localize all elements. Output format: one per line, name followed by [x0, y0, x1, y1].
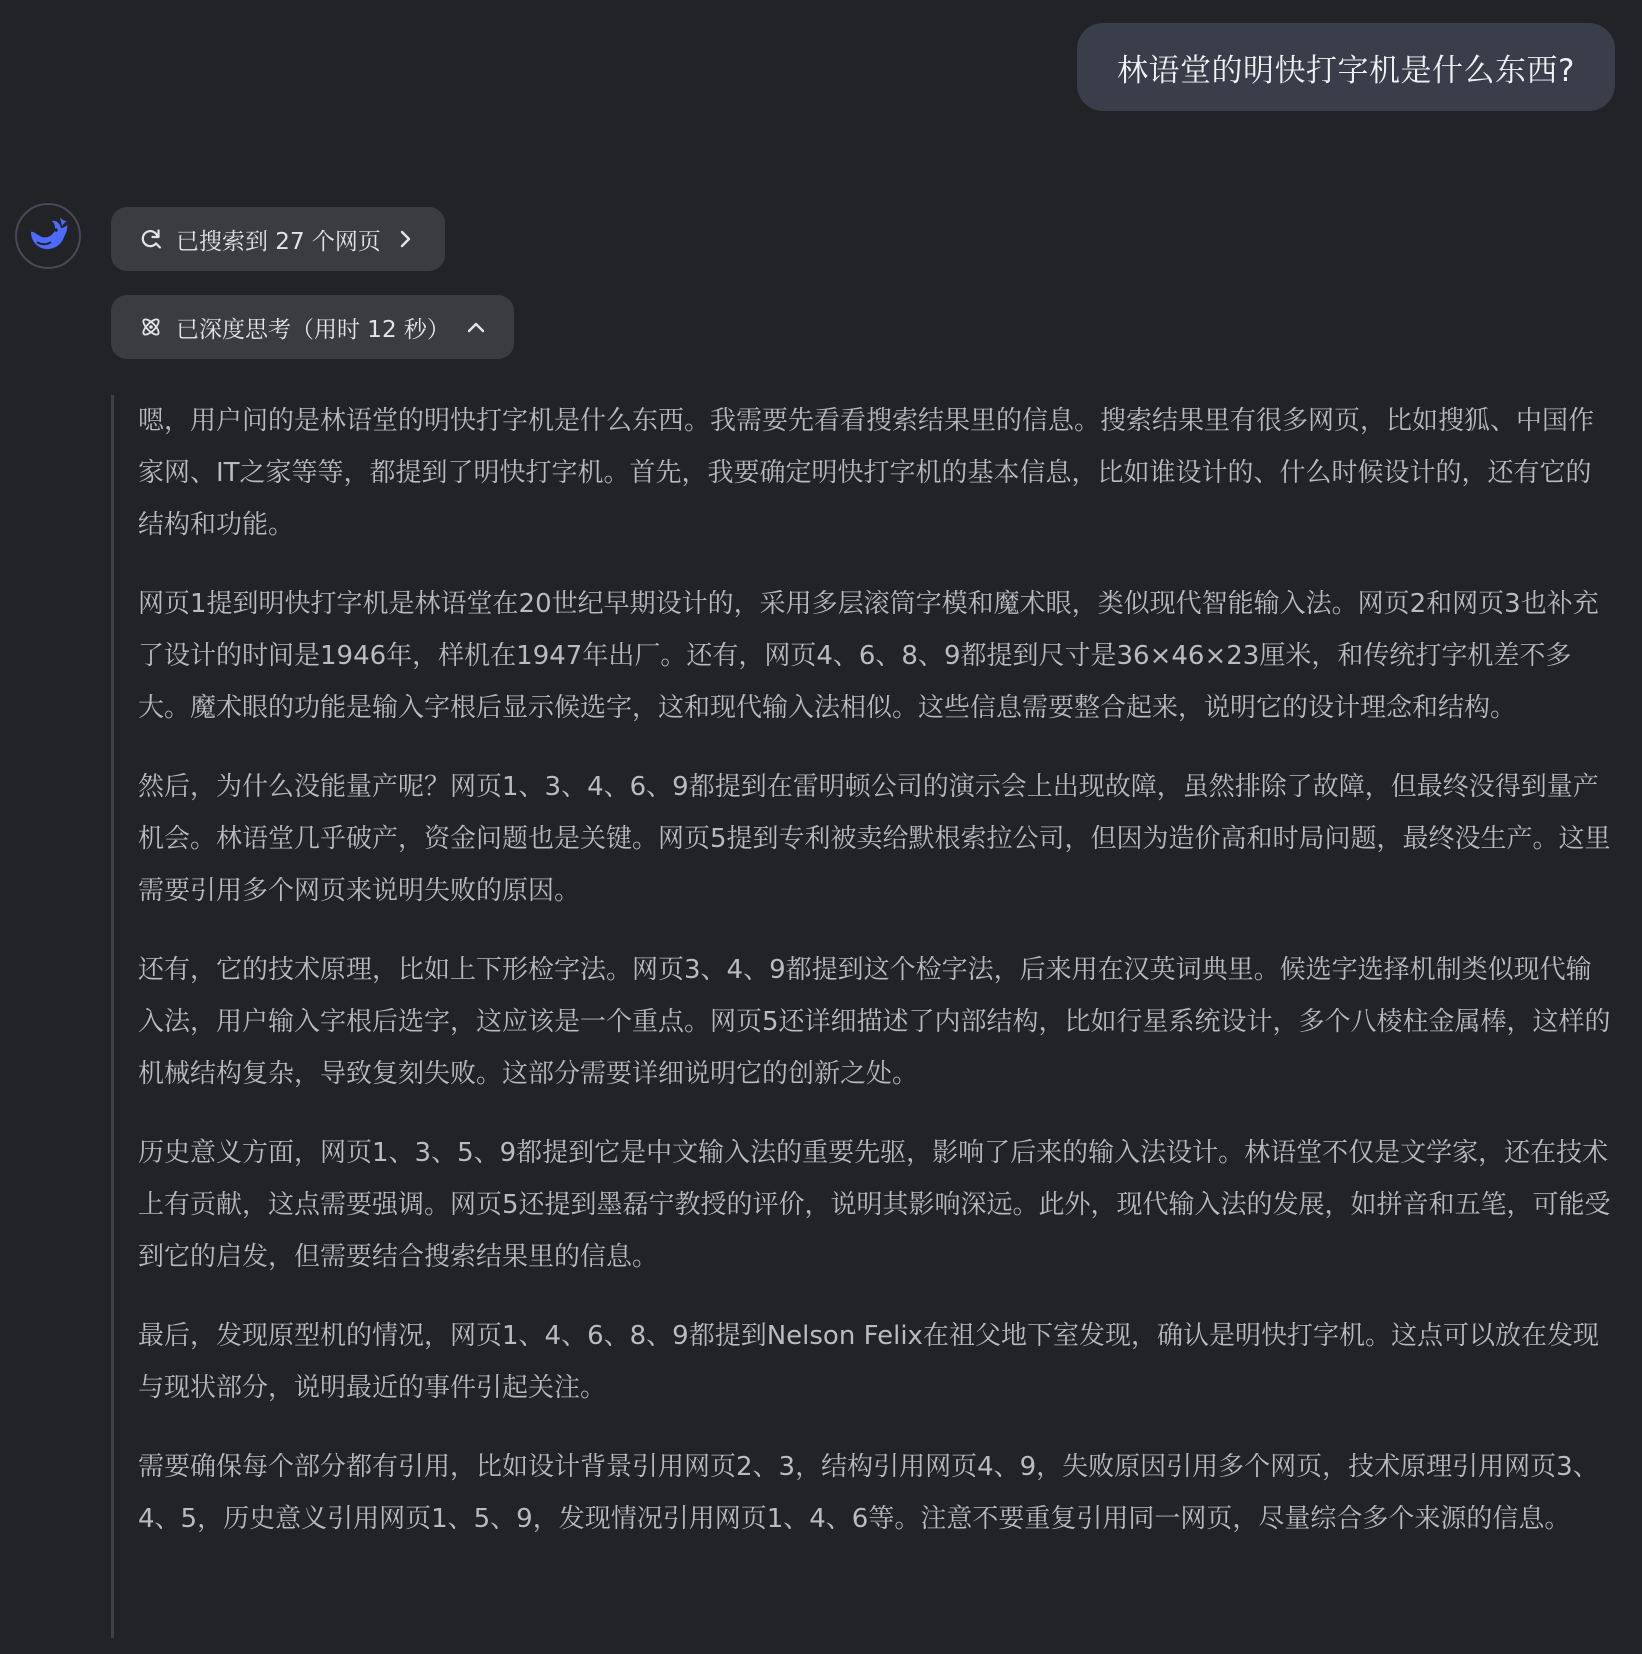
thinking-paragraph: 还有，它的技术原理，比如上下形检字法。网页3、4、9都提到这个检字法，后来用在汉英词典里。候选字选择机制类似现代输入法，用户输入字根后选字，这应该是一个重点。网页5还详细描述了内部结构，比如行星系统设计，多个八棱柱金属棒，这样的机械结构复杂，导致复刻失败。这部分需要详细说明它的创新之处。 [138, 955, 1611, 1089]
thinking-paragraph: 嗯，用户问的是林语堂的明快打字机是什么东西。我需要先看看搜索结果里的信息。搜索结果里有很多网页，比如搜狐、中国作家网、IT之家等等，都提到了明快打字机。首先，我要确定明快打字机的基本信息，比如谁设计的、什么时候设计的，还有它的结构和功能。 [138, 406, 1595, 540]
thinking-paragraph: 历史意义方面，网页1、3、5、9都提到它是中文输入法的重要先驱，影响了后来的输入法设计。林语堂不仅是文学家，还在技术上有贡献，这点需要强调。网页5还提到墨磊宁教授的评价，说明其影响深远。此外，现代输入法的发展，如拼音和五笔，可能受到它的启发，但需要结合搜索结果里的信息。 [138, 1138, 1611, 1272]
deep-think-toggle[interactable] [111, 295, 514, 359]
deep-think-label: 已深度思考（用时 12 秒） [176, 316, 450, 343]
search-refresh-icon [138, 226, 164, 252]
search-results-button[interactable] [111, 207, 445, 271]
thinking-paragraph: 然后，为什么没能量产呢？网页1、3、4、6、9都提到在雷明顿公司的演示会上出现故障，虽然排除了故障，但最终没得到量产机会。林语堂几乎破产，资金问题也是关键。网页5提到专利被卖给默根索拉公司，但因为造价高和时局问题，最终没生产。这里需要引用多个网页来说明失败的原因。 [138, 772, 1611, 906]
whale-logo-icon [26, 212, 70, 260]
thinking-paragraph: 网页1提到明快打字机是林语堂在20世纪早期设计的，采用多层滚筒字模和魔术眼，类似现代智能输入法。网页2和网页3也补充了设计的时间是1946年，样机在1947年出厂。还有，网页4、6、8、9都提到尺寸是36×46×23厘米，和传统打字机差不多大。魔术眼的功能是输入字根后显示候选字，这和现代输入法相似。这些信息需要整合起来，说明它的设计理念和结构。 [138, 589, 1599, 723]
chevron-up-icon [466, 319, 486, 335]
user-message-bubble [1077, 23, 1615, 111]
search-results-label: 已搜索到 27 个网页 [176, 228, 381, 255]
thinking-paragraph: 最后，发现原型机的情况，网页1、4、6、8、9都提到Nelson Felix在祖父地下室发现，确认是明快打字机。这点可以放在发现与现状部分，说明最近的事件引起关注。 [138, 1321, 1599, 1403]
atom-icon [138, 314, 164, 340]
chevron-right-icon [397, 229, 413, 249]
thinking-content [111, 395, 1611, 1638]
user-message-text: 林语堂的明快打字机是什么东西? [1117, 52, 1575, 89]
assistant-avatar [15, 203, 81, 269]
thinking-paragraph: 需要确保每个部分都有引用，比如设计背景引用网页2、3，结构引用网页4、9，失败原因引用多个网页，技术原理引用网页3、4、5，历史意义引用网页1、5、9，发现情况引用网页1、4、6等。注意不要重复引用同一网页，尽量综合多个来源的信息。 [138, 1452, 1599, 1534]
